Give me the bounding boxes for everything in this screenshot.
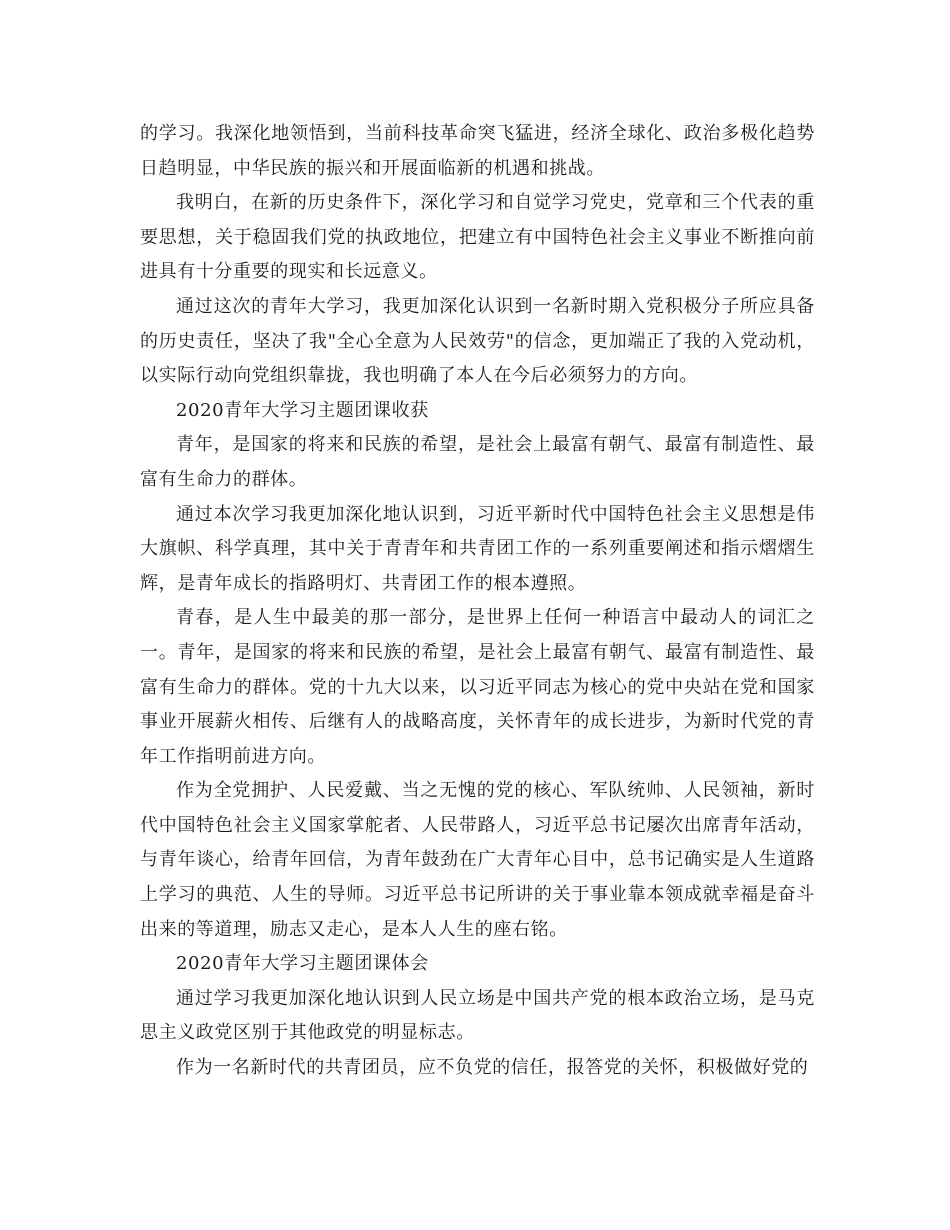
paragraph: 通过这次的青年大学习，我更加深化认识到一名新时期入党积极分子所应具备的历史责任，坚决了我"全心全意为人民效劳"的信念，更加端正了我的入党动机，以实际行动向党组织靠拢，我也明确了本人在今后必须努力的方向。 <box>140 295 815 387</box>
paragraph: 作为全党拥护、人民爱戴、当之无愧的党的核心、军队统帅、人民领袖，新时代中国特色社会主义国家掌舵者、人民带路人，习近平总书记屡次出席青年活动，与青年谈心，给青年回信，为青年鼓劲在广大青年心目中，总书记确实是人生道路上学习的典范、人生的导师。习近平总书记所讲的关于事业靠本领成就幸福是奋斗出来的等道理，励志又走心，是本人人生的座右铭。 <box>140 780 815 940</box>
paragraph: 青春，是人生中最美的那一部分，是世界上任何一种语言中最动人的词汇之一。青年，是国家的将来和民族的希望，是社会上最富有朝气、最富有制造性、最富有生命力的群体。党的十九大以来，以习近平同志为核心的党中央站在党和国家事业开展薪火相传、后继有人的战略高度，关怀青年的成长进步，为新时代党的青年工作指明前进方向。 <box>140 607 815 767</box>
section-heading: 2020青年大学习主题团课收获 <box>176 399 429 421</box>
paragraph: 青年，是国家的将来和民族的希望，是社会上最富有朝气、最富有制造性、最富有生命力的群体。 <box>140 434 815 490</box>
paragraph: 通过学习我更加深化地认识到人民立场是中国共产党的根本政治立场，是马克思主义政党区别于其他政党的明显标志。 <box>140 987 815 1044</box>
section-heading: 2020青年大学习主题团课体会 <box>176 953 429 975</box>
paragraph: 的学习。我深化地领悟到，当前科技革命突飞猛进，经济全球化、政治多极化趋势日趋明显，中华民族的振兴和开展面临新的机遇和挑战。 <box>140 123 815 179</box>
document-body <box>140 117 815 1086</box>
paragraph: 我明白，在新的历史条件下，深化学习和自觉学习党史，党章和三个代表的重要思想，关于稳固我们党的执政地位，把建立有中国特色社会主义事业不断推向前进具有十分重要的现实和长远意义。 <box>140 192 815 283</box>
paragraph: 作为一名新时代的共青团员，应不负党的信任，报答党的关怀，积极做好党的 <box>176 1057 809 1079</box>
paragraph: 通过本次学习我更加深化地认识到，习近平新时代中国特色社会主义思想是伟大旗帜、科学真理，其中关于青青年和共青团工作的一系列重要阐述和指示熠熠生辉，是青年成长的指路明灯、共青团工作的根本遵照。 <box>140 503 815 594</box>
